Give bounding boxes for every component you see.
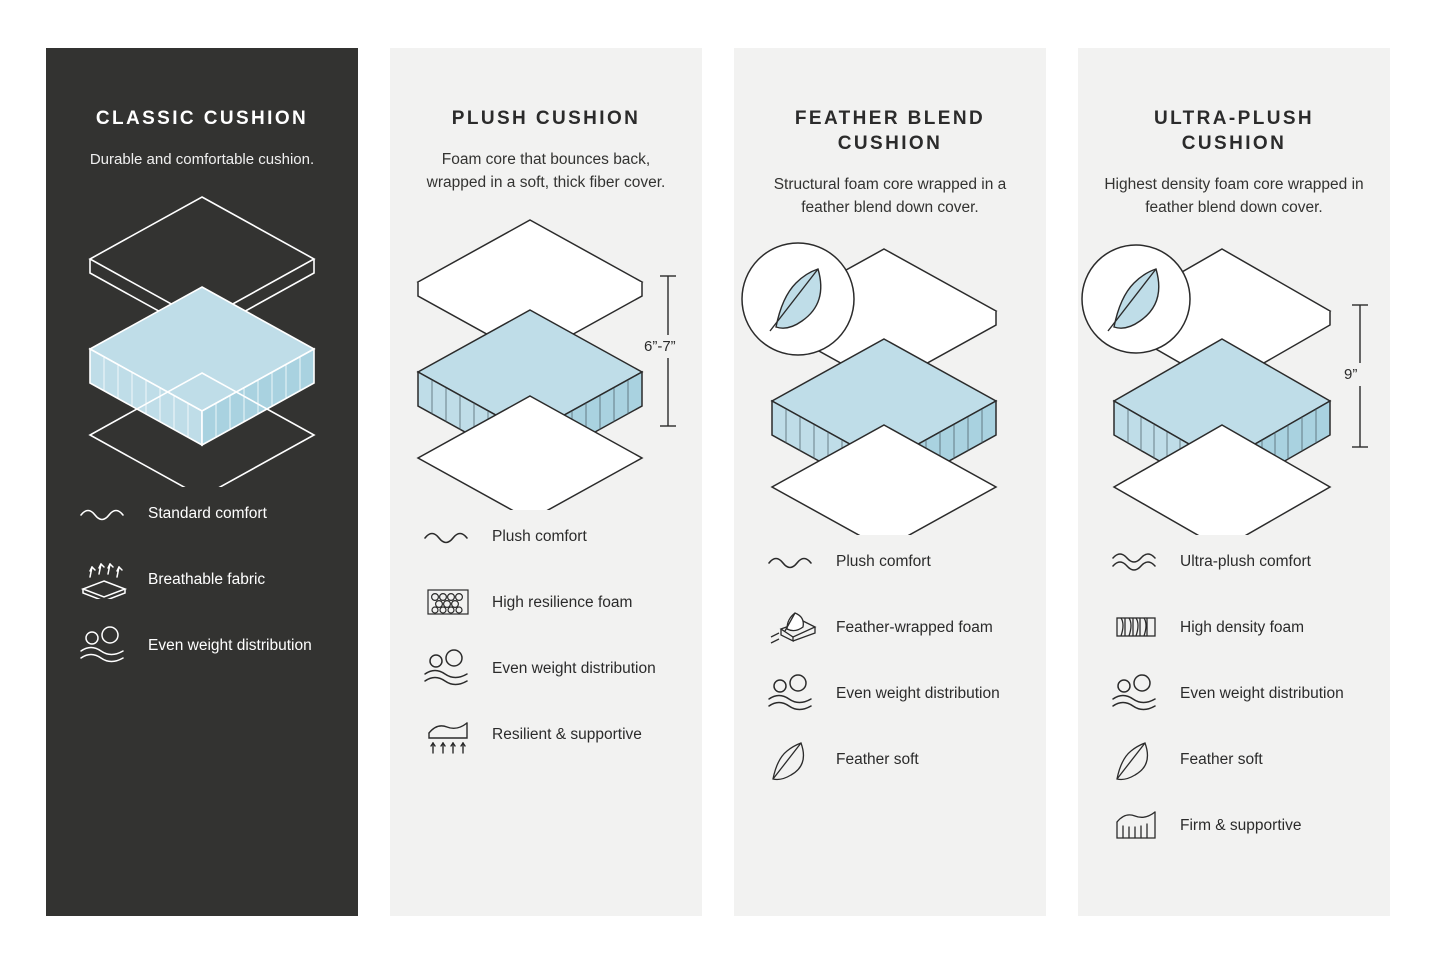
feature-item	[76, 623, 336, 667]
feather-badge	[1082, 245, 1190, 353]
cushion-diagram-feather-blend	[734, 235, 1046, 535]
exploded-cushion-illustration	[390, 210, 702, 510]
feature-label: Feather-wrapped foam	[836, 618, 993, 636]
feather-wrapped-foam-icon	[764, 607, 820, 647]
feature-label: Breathable fabric	[148, 570, 266, 588]
wave-icon	[764, 549, 820, 573]
even-weight-icon	[1108, 673, 1164, 713]
feature-item	[76, 491, 336, 535]
feature-label: Plush comfort	[836, 552, 931, 570]
card-description: Highest density foam core wrapped in feather blend down cover.	[1104, 176, 1364, 216]
card-feather-blend-cushion[interactable]	[734, 48, 1046, 916]
feature-list	[734, 539, 1046, 781]
feature-item	[76, 557, 336, 601]
high-density-foam-icon	[1108, 610, 1164, 644]
feature-item	[420, 580, 680, 624]
cushion-diagram-classic	[46, 187, 358, 487]
feature-label: Even weight distribution	[836, 684, 1000, 702]
card-title: PLUSH CUSHION	[451, 108, 641, 129]
card-description: Foam core that bounces back, wrapped in a soft, thick fiber cover.	[426, 151, 666, 191]
feature-item	[1108, 539, 1368, 583]
card-title: ULTRA-PLUSH CUSHION	[1153, 108, 1315, 154]
feather-icon	[1108, 737, 1164, 781]
card-classic-cushion[interactable]	[46, 48, 358, 916]
exploded-cushion-illustration	[734, 235, 1046, 535]
feature-list	[46, 491, 358, 667]
resilient-support-icon	[420, 713, 476, 755]
wave-icon	[76, 501, 132, 525]
feature-item	[764, 605, 1024, 649]
feature-label: Feather soft	[836, 750, 919, 768]
feature-label: High density foam	[1180, 618, 1305, 636]
honeycomb-foam-icon	[420, 583, 476, 621]
feather-badge	[742, 243, 854, 355]
feature-item	[1108, 671, 1368, 715]
even-weight-icon	[764, 673, 820, 713]
card-title: FEATHER BLEND CUSHION	[794, 108, 986, 154]
feature-item	[420, 646, 680, 690]
feature-label: Feather soft	[1180, 750, 1263, 768]
feature-label: Even weight distribution	[492, 659, 656, 677]
cushion-diagram-ultra-plush	[1078, 235, 1390, 535]
even-weight-icon	[420, 648, 476, 688]
dimension-label: 6”-7”	[640, 335, 680, 358]
feature-label: High resilience foam	[492, 593, 633, 611]
feature-item	[420, 712, 680, 756]
feature-item	[1108, 737, 1368, 781]
feature-label: Plush comfort	[492, 527, 587, 545]
firm-support-icon	[1108, 804, 1164, 846]
feature-item	[764, 737, 1024, 781]
card-plush-cushion[interactable]	[390, 48, 702, 916]
feature-item	[420, 514, 680, 558]
wave-icon	[1108, 548, 1164, 574]
feature-label: Resilient & supportive	[492, 725, 642, 743]
wave-icon	[420, 524, 476, 548]
cushion-diagram-plush	[390, 210, 702, 510]
card-title: CLASSIC CUSHION	[95, 108, 309, 129]
feature-list	[390, 514, 702, 756]
breathable-fabric-icon	[76, 559, 132, 599]
feature-item	[764, 671, 1024, 715]
feature-list	[1078, 539, 1390, 847]
feature-item	[764, 539, 1024, 583]
feature-item	[1108, 803, 1368, 847]
exploded-cushion-illustration	[46, 187, 358, 487]
feature-label: Even weight distribution	[1180, 684, 1344, 702]
feature-label: Even weight distribution	[148, 636, 312, 654]
card-description: Structural foam core wrapped in a feather blend down cover.	[773, 176, 1007, 216]
feature-label: Ultra-plush comfort	[1180, 552, 1311, 570]
feature-label: Firm & supportive	[1180, 816, 1302, 834]
dimension-label: 9”	[1340, 363, 1361, 386]
card-ultra-plush-cushion[interactable]	[1078, 48, 1390, 916]
feather-icon	[764, 737, 820, 781]
feature-item	[1108, 605, 1368, 649]
card-description: Durable and comfortable cushion.	[89, 151, 315, 168]
even-weight-icon	[76, 625, 132, 665]
feature-label: Standard comfort	[148, 504, 267, 522]
